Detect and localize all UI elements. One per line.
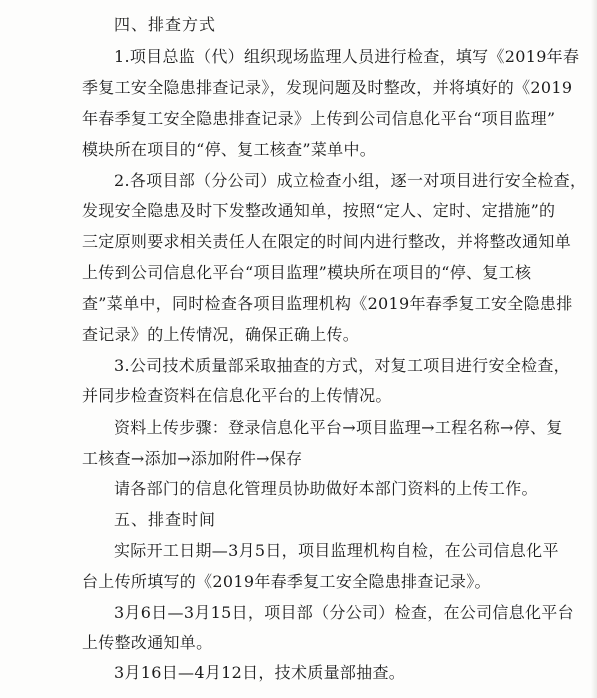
item1-line4: 模块所在项目的“停、复工核查”菜单中。 xyxy=(82,140,377,159)
period1-line1: 实际开工日期—3月5日，项目监理机构自检，在公司信息化平 xyxy=(114,541,559,560)
item3-line1: 3.公司技术质量部采取抽查的方式，对复工项目进行安全检查， xyxy=(114,356,570,375)
item2-line4: 上传到公司信息化平台“项目监理”模块所在项目的“停、复工核 xyxy=(82,263,532,282)
section4-heading: 四、排查方式 xyxy=(114,15,217,34)
upload-steps-line2: 工核查→添加→添加附件→保存 xyxy=(82,449,303,468)
section5-heading: 五、排查时间 xyxy=(114,510,217,529)
request-line: 请各部门的信息化管理员协助做好本部门资料的上传工作。 xyxy=(114,479,538,498)
item3-line2: 并同步检查资料在信息化平台的上传情况。 xyxy=(82,386,392,405)
item2-line2: 发现安全隐患及时下发整改通知单，按照“定人、定时、定措施”的 xyxy=(82,201,556,220)
period3-line: 3月16日—4月12日，技术质量部抽查。 xyxy=(114,663,406,682)
item2-line1: 2.各项目部（分公司）成立检查小组，逐一对项目进行安全检查， xyxy=(114,171,587,190)
item2-line3: 三定原则要求相关责任人在限定的时间内进行整改，并将整改通知单 xyxy=(82,232,572,251)
period1-line2: 台上传所填写的《2019年春季复工安全隐患排查记录》。 xyxy=(82,572,491,591)
upload-steps-line1: 资料上传步骤：登录信息化平台→项目监理→工程名称→停、复 xyxy=(114,418,563,437)
period2-line1: 3月6日—3月15日，项目部（分公司）检查，在公司信息化平台 xyxy=(114,603,574,622)
period2-line2: 上传整改通知单。 xyxy=(82,633,213,652)
item1-line1: 1.项目总监（代）组织现场监理人员进行检查，填写《2019年春 xyxy=(114,47,580,66)
item1-line3: 年春季复工安全隐患排查记录》上传到公司信息化平台“项目监理” xyxy=(82,109,556,128)
item2-line5: 查”菜单中，同时检查各项目监理机构《2019年春季复工安全隐患排 xyxy=(82,294,573,313)
item2-line6: 查记录》的上传情况，确保正确上传。 xyxy=(82,325,360,344)
page-edge-shadow xyxy=(591,0,597,698)
item1-line2: 季复工安全隐患排查记录》，发现问题及时整改，并将填好的《2019 xyxy=(82,78,573,97)
